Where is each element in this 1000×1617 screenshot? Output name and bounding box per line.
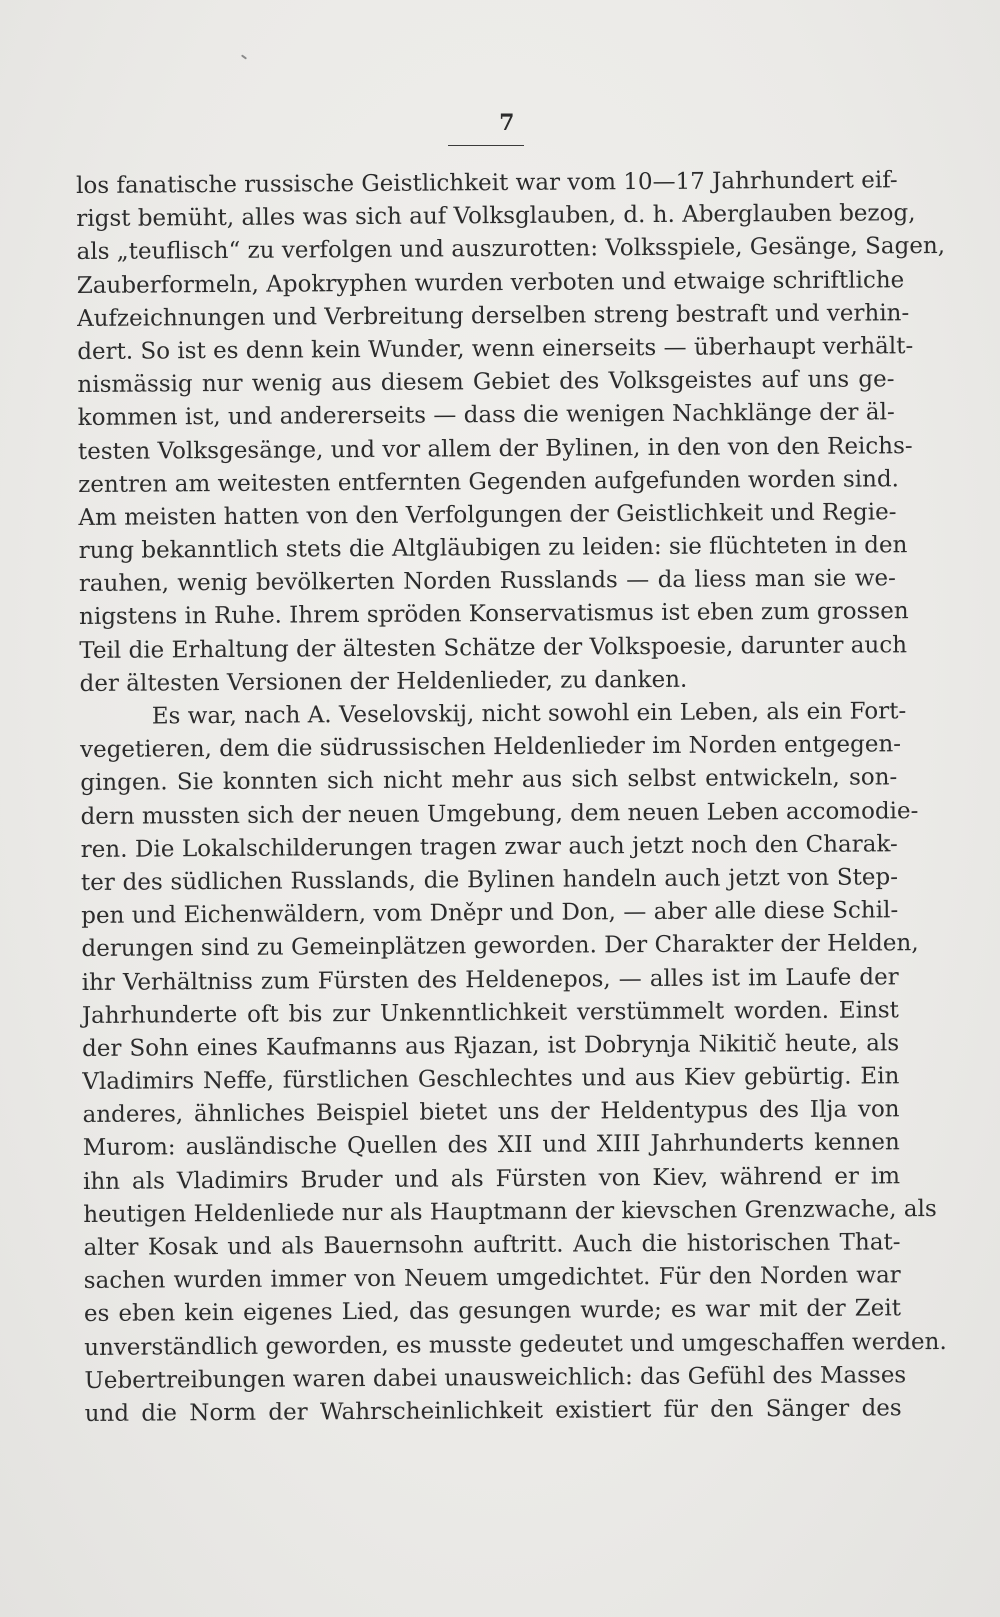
- paragraph-2: [79, 695, 947, 1431]
- text-line: derungen sind zu Gemeinplätzen geworden. Der Charakter der Helden,: [81, 930, 919, 963]
- text-line: rigst bemüht, alles was sich auf Volksglauben, d. h. Aberglauben bezog,: [76, 200, 916, 233]
- text-line: der Sohn eines Kaufmanns aus Rjazan, ist Dobrynja Nikitič heute, als: [82, 1030, 900, 1062]
- text-line: alter Kosak und als Bauernsohn auftritt. Auch die historischen That-: [83, 1229, 901, 1261]
- text-line: testen Volksgesänge, und vor allem der Bylinen, in den von den Reichs-: [77, 432, 913, 465]
- text-line: ihn als Vladimirs Bruder und als Fürsten von Kiev, während er im: [82, 1162, 901, 1195]
- text-line: rauhen, wenig bevölkerten Norden Russlands — da liess man sie we-: [78, 565, 896, 598]
- ink-speck: [241, 54, 247, 59]
- text-line: ren. Die Lokalschilderungen tragen zwar auch jetzt noch den Charak-: [80, 831, 898, 863]
- text-line: und die Norm der Wahrscheinlichkeit existiert für den Sänger des: [84, 1395, 902, 1427]
- text-line: ter des südlichen Russlands, die Bylinen handeln auch jetzt von Step-: [80, 864, 899, 896]
- text-line: anderes, ähnliches Beispiel bietet uns der Heldentypus des Ilja von: [82, 1096, 900, 1129]
- text-line: rung bekanntlich stets die Altgläubigen zu leiden: sie flüchteten in den: [78, 532, 908, 565]
- paragraph-1: [76, 164, 946, 701]
- text-line: vegetieren, dem die südrussischen Heldenlieder im Norden entgegen-: [79, 731, 902, 764]
- text-line: zentren am weitesten entfernten Gegenden aufgefunden worden sind.: [78, 465, 900, 498]
- page-number-rule: [448, 145, 524, 146]
- text-line: Vladimirs Neffe, fürstlichen Geschlechtes und aus Kiev gebürtig. Ein: [82, 1063, 900, 1096]
- text-line: Am meisten hatten von den Verfolgungen der Geistlichkeit und Regie-: [78, 499, 897, 531]
- text-line: los fanatische russische Geistlichkeit war vom 10—17 Jahrhundert eif-: [76, 167, 898, 199]
- text-line: als „teuflisch“ zu verfolgen und auszurotten: Volksspiele, Gesänge, Sagen,: [76, 233, 946, 266]
- text-line: nigstens in Ruhe. Ihrem spröden Konservatismus ist eben zum grossen: [79, 598, 909, 631]
- text-line: Teil die Erhaltung der ältesten Schätze der Volkspoesie, darunter auch: [79, 631, 908, 664]
- text-line: es eben kein eigenes Lied, das gesungen wurde; es war mit der Zeit: [83, 1295, 902, 1328]
- text-line: kommen ist, und andererseits — dass die wenigen Nachklänge der äl-: [77, 399, 895, 432]
- text-line: Aufzeichnungen und Verbreitung derselben streng bestraft und verhin-: [76, 299, 910, 332]
- page-number: 7: [499, 110, 515, 136]
- text-line: Uebertreibungen waren dabei unausweichlich: das Gefühl des Masses: [84, 1361, 907, 1394]
- text-line: Es war, nach A. Veselovskij, nicht sowohl ein Leben, als ein Fort-: [151, 698, 907, 730]
- text-line: heutigen Heldenliede nur als Hauptmann der kievschen Grenzwache, als: [83, 1195, 937, 1228]
- text-line: ihr Verhältniss zum Fürsten des Heldenepos, — alles ist im Laufe der: [81, 963, 899, 996]
- text-line: sachen wurden immer von Neuem umgedichtet. Für den Norden war: [83, 1262, 901, 1295]
- body-text: [76, 164, 947, 1431]
- text-line: Zauberformeln, Apokryphen wurden verboten und etwaige schriftliche: [76, 266, 905, 299]
- text-line: pen und Eichenwäldern, vom Dněpr und Don, — aber alle diese Schil-: [81, 897, 899, 930]
- text-line: dern mussten sich der neuen Umgebung, dem neuen Leben accomodie-: [80, 797, 919, 830]
- text-line: der ältesten Versionen der Heldenlieder, zu danken.: [79, 666, 688, 697]
- text-line: Murom: ausländische Quellen des XII und XIII Jahrhunderts kennen: [82, 1129, 900, 1162]
- text-line: unverständlich geworden, es musste gedeutet und umgeschaffen werden.: [84, 1328, 947, 1361]
- text-line: nismässig nur wenig aus diesem Gebiet des Volksgeistes auf uns ge-: [77, 366, 895, 399]
- text-line: gingen. Sie konnten sich nicht mehr aus sich selbst entwickeln, son-: [80, 764, 898, 797]
- text-line: dert. So ist es denn kein Wunder, wenn einerseits — überhaupt verhält-: [77, 333, 914, 365]
- text-line: Jahrhunderte oft bis zur Unkenntlichkeit verstümmelt worden. Einst: [81, 996, 899, 1029]
